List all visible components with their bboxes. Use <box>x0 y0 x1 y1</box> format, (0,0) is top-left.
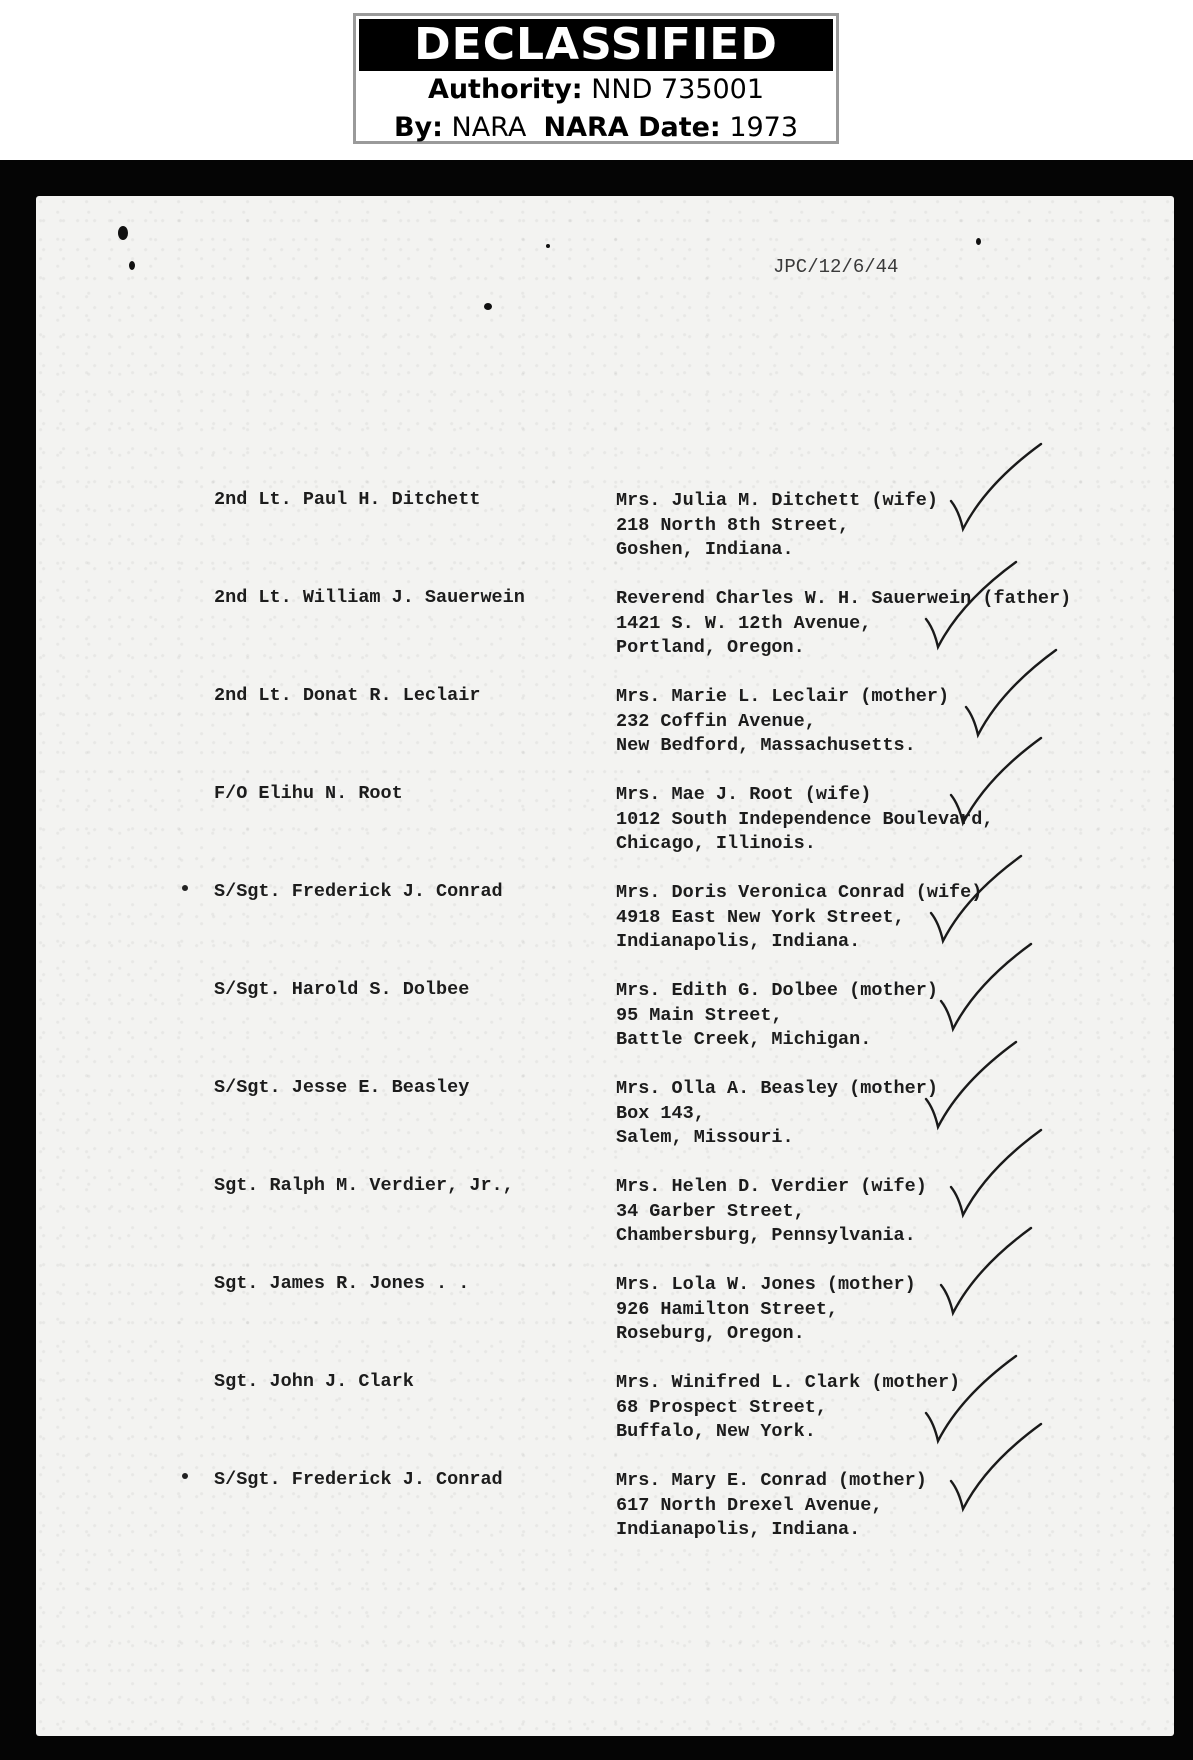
next-of-kin-address <box>616 489 938 563</box>
service-member-name: S/Sgt. Jesse E. Beasley <box>214 1077 470 1098</box>
ink-speck <box>546 244 550 248</box>
next-of-kin-address <box>616 1371 960 1445</box>
list-item <box>36 1273 1174 1363</box>
address-line: Reverend Charles W. H. Sauerwein (father) <box>616 588 1072 609</box>
address-line: Chicago, Illinois. <box>616 833 816 854</box>
address-line: Roseburg, Oregon. <box>616 1323 805 1344</box>
ink-speck <box>118 226 128 240</box>
service-member-name: F/O Elihu N. Root <box>214 783 403 804</box>
declassified-stamp <box>353 13 839 144</box>
address-line: New Bedford, Massachusetts. <box>616 735 916 756</box>
service-member-name: S/Sgt. Frederick J. Conrad <box>214 1469 503 1490</box>
address-line: Chambersburg, Pennsylvania. <box>616 1225 916 1246</box>
address-line: 34 Garber Street, <box>616 1200 805 1222</box>
service-member-name: Sgt. James R. Jones . . <box>214 1273 470 1294</box>
stamp-authority-line <box>356 71 836 109</box>
check-mark-icon <box>931 939 1041 1039</box>
address-line: Box 143, <box>616 1102 705 1124</box>
address-line: Portland, Oregon. <box>616 637 805 658</box>
ink-speck <box>484 303 492 310</box>
bullet-mark <box>182 885 188 891</box>
stamp-by-line <box>356 109 836 147</box>
address-line: 1421 S. W. 12th Avenue, <box>616 612 872 634</box>
document-page <box>36 196 1174 1736</box>
check-mark-icon <box>916 557 1026 657</box>
address-line: Buffalo, New York. <box>616 1421 816 1442</box>
address-line: Mrs. Mary E. Conrad (mother) <box>616 1470 927 1491</box>
next-of-kin-address <box>616 979 938 1053</box>
address-line: 1012 South Independence Boulevard, <box>616 808 994 830</box>
address-line: Indianapolis, Indiana. <box>616 931 861 952</box>
stamp-by-value: NARA <box>451 112 527 143</box>
address-line: Salem, Missouri. <box>616 1127 794 1148</box>
address-line: Indianapolis, Indiana. <box>616 1519 861 1540</box>
check-mark-icon <box>916 1037 1026 1137</box>
service-member-name: S/Sgt. Harold S. Dolbee <box>214 979 470 1000</box>
address-line: Goshen, Indiana. <box>616 539 794 560</box>
service-member-name: 2nd Lt. Donat R. Leclair <box>214 685 481 706</box>
stamp-date-label: NARA Date: <box>543 112 721 143</box>
scanned-page-frame <box>0 160 1193 1760</box>
stamp-date-value: 1973 <box>729 112 799 143</box>
address-line: 4918 East New York Street, <box>616 906 905 928</box>
address-line: 617 North Drexel Avenue, <box>616 1494 883 1516</box>
service-member-name: Sgt. Ralph M. Verdier, Jr., <box>214 1175 514 1196</box>
address-line: Mrs. Doris Veronica Conrad (wife) <box>616 882 983 903</box>
check-mark-icon <box>931 1223 1041 1323</box>
address-line: Mrs. Helen D. Verdier (wife) <box>616 1176 927 1197</box>
next-of-kin-address <box>616 1273 916 1347</box>
address-line: 232 Coffin Avenue, <box>616 710 816 732</box>
address-line: 926 Hamilton Street, <box>616 1298 839 1320</box>
check-mark-icon <box>956 645 1066 745</box>
stamp-authority-label: Authority: <box>427 74 583 105</box>
next-of-kin-address <box>616 685 949 759</box>
service-member-name: Sgt. John J. Clark <box>214 1371 414 1392</box>
service-member-name: 2nd Lt. William J. Sauerwein <box>214 587 525 608</box>
stamp-title: DECLASSIFIED <box>359 19 833 71</box>
address-line: 95 Main Street, <box>616 1004 783 1026</box>
address-line: Battle Creek, Michigan. <box>616 1029 872 1050</box>
next-of-kin-address <box>616 783 993 857</box>
service-member-name: 2nd Lt. Paul H. Ditchett <box>214 489 481 510</box>
check-mark-icon <box>941 1125 1051 1225</box>
address-line: Mrs. Edith G. Dolbee (mother) <box>616 980 938 1001</box>
ink-speck <box>976 238 981 245</box>
address-line: Mrs. Julia M. Ditchett (wife) <box>616 490 938 511</box>
next-of-kin-address <box>616 1077 938 1151</box>
address-line: 68 Prospect Street, <box>616 1396 827 1418</box>
address-line: Mrs. Mae J. Root (wife) <box>616 784 872 805</box>
address-line: Mrs. Winifred L. Clark (mother) <box>616 1372 961 1393</box>
address-line: Mrs. Lola W. Jones (mother) <box>616 1274 916 1295</box>
bullet-mark <box>182 1473 188 1479</box>
document-reference: JPC/12/6/44 <box>773 256 899 278</box>
next-of-kin-address <box>616 1469 927 1543</box>
stamp-authority-value: NND 735001 <box>591 74 765 105</box>
address-line: Mrs. Marie L. Leclair (mother) <box>616 686 950 707</box>
ink-speck <box>129 261 135 270</box>
list-item <box>36 1469 1174 1559</box>
stamp-by-label: By: <box>393 112 443 143</box>
check-mark-icon <box>941 439 1051 539</box>
check-mark-icon <box>941 733 1051 833</box>
service-member-name: S/Sgt. Frederick J. Conrad <box>214 881 503 902</box>
next-of-kin-address <box>616 1175 927 1249</box>
check-mark-icon <box>921 851 1031 951</box>
address-line: 218 North 8th Street, <box>616 514 850 536</box>
address-line: Mrs. Olla A. Beasley (mother) <box>616 1078 938 1099</box>
check-mark-icon <box>941 1419 1051 1519</box>
